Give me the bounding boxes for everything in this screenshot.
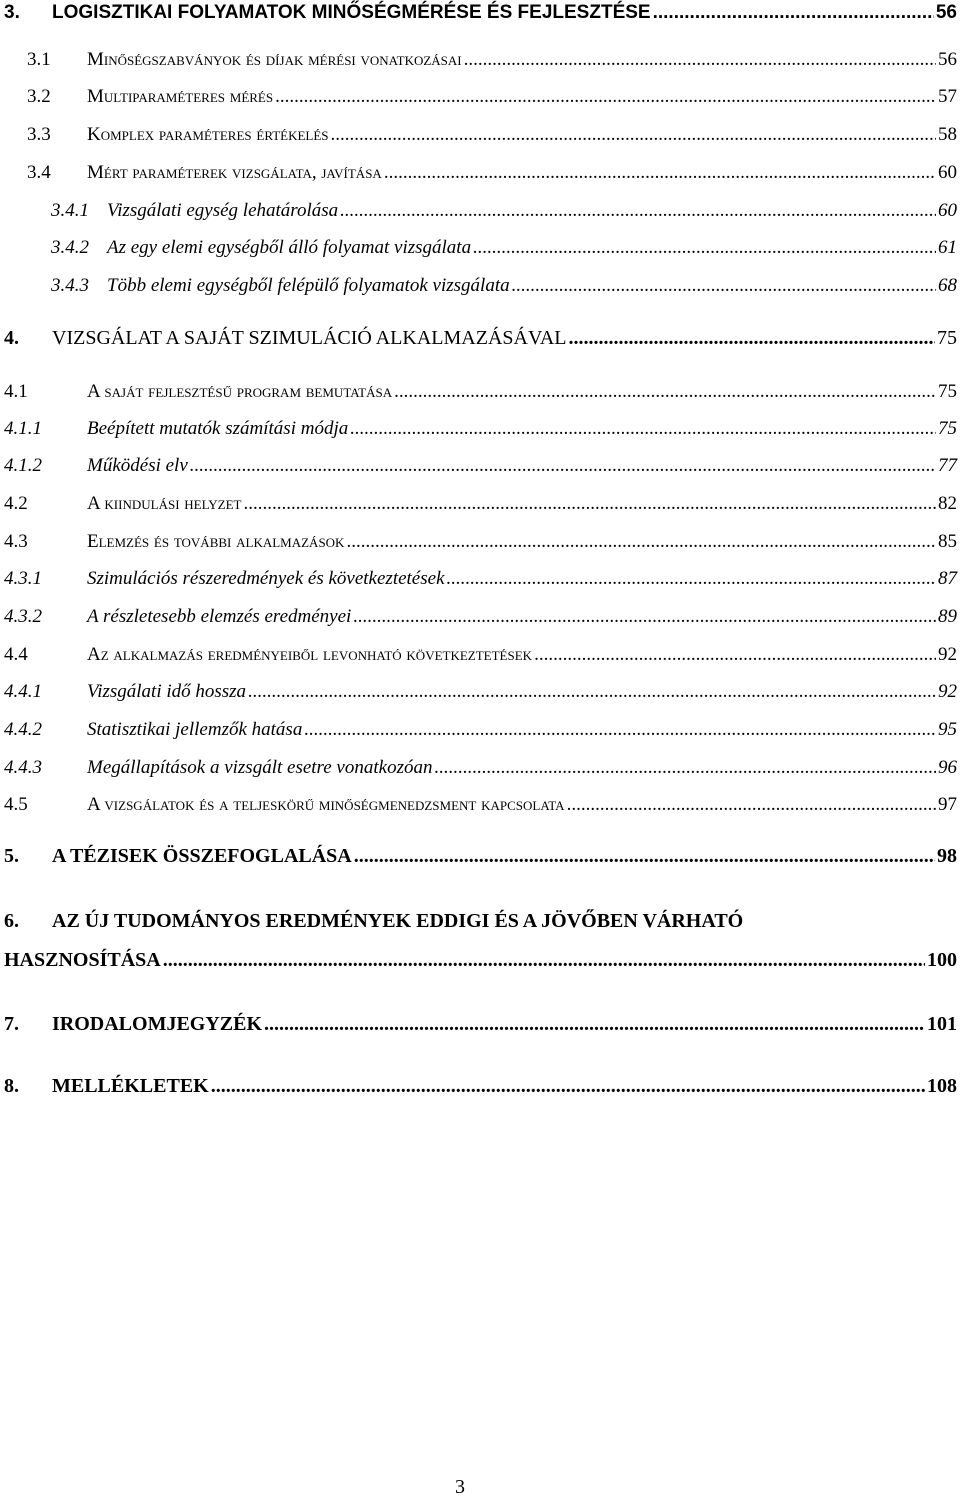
toc-title: Szimulációs részeredmények és következtetések — [87, 568, 445, 589]
toc-title: Megállapítások a vizsgált esetre vonatkozóan — [87, 757, 433, 778]
toc-page: 96 — [938, 757, 957, 778]
toc-title: Működési elv — [87, 455, 188, 476]
toc-number: 4.2 — [4, 493, 28, 514]
toc-number: 3. — [4, 2, 20, 23]
leader-dots — [304, 719, 936, 741]
leader-dots — [464, 49, 936, 71]
toc-title-continuation: HASZNOSÍTÁSA — [4, 949, 161, 971]
toc-title: VIZSGÁLAT A SAJÁT SZIMULÁCIÓ ALKALMAZÁSÁVAL — [52, 327, 567, 349]
toc-title: A vizsgálatok és a teljeskörű minőségmenedzsment kapcsolata — [87, 794, 565, 815]
toc-number: 4.1.1 — [4, 418, 42, 439]
leader-dots — [248, 681, 936, 703]
toc-number: 4.4.3 — [4, 757, 42, 778]
toc-page: 89 — [938, 606, 957, 627]
leader-dots — [354, 845, 935, 868]
leader-dots — [340, 200, 936, 222]
leader-dots — [190, 455, 936, 477]
toc-number: 4.3.2 — [4, 606, 42, 627]
toc-entry — [0, 124, 960, 154]
toc-entry — [0, 493, 960, 523]
toc-page: 101 — [927, 1013, 957, 1035]
toc-entry — [0, 418, 960, 448]
leader-dots — [275, 86, 936, 108]
leader-dots — [264, 1013, 925, 1036]
toc-entry — [0, 237, 960, 267]
toc-page: 56 — [935, 2, 957, 23]
toc-number: 4.1.2 — [4, 455, 42, 476]
toc-page: 100 — [927, 949, 957, 971]
leader-dots — [331, 124, 936, 146]
toc-title: A TÉZISEK ÖSSZEFOGLALÁSA — [52, 845, 352, 867]
toc-page: 82 — [938, 493, 957, 514]
toc-entry — [0, 644, 960, 674]
toc-title: AZ ÚJ TUDOMÁNYOS EREDMÉNYEK EDDIGI ÉS A JÖVŐBEN VÁRHATÓ — [52, 910, 744, 932]
toc-number: 4.3.1 — [4, 568, 42, 589]
toc-entry — [0, 1013, 960, 1043]
toc-page: 87 — [938, 568, 957, 589]
toc-title: Statisztikai jellemzők hatása — [87, 719, 303, 740]
toc-entry — [0, 2, 960, 32]
toc-entry — [0, 757, 960, 787]
toc-title: LOGISZTIKAI FOLYAMATOK MINŐSÉGMÉRÉSE ÉS FEJLESZTÉSE — [52, 2, 651, 23]
toc-entry — [0, 327, 960, 357]
toc-page: 75 — [938, 381, 957, 402]
toc-page: 85 — [938, 531, 957, 552]
leader-dots — [534, 644, 936, 666]
toc-entry — [0, 910, 960, 940]
toc-page: 57 — [938, 86, 957, 107]
toc-entry — [0, 200, 960, 230]
toc-page: 75 — [937, 327, 957, 349]
leader-dots — [394, 381, 936, 403]
toc-entry — [0, 162, 960, 192]
toc-title: Mért paraméterek vizsgálata, javítása — [87, 162, 382, 183]
toc-title: IRODALOMJEGYZÉK — [52, 1013, 263, 1035]
toc-entry — [0, 275, 960, 305]
toc-title: Beépített mutatók számítási módja — [87, 418, 349, 439]
toc-page: 98 — [937, 845, 957, 867]
toc-entry — [0, 1075, 960, 1105]
toc-entry — [0, 845, 960, 875]
toc-number: 4.4 — [4, 644, 28, 665]
leader-dots — [473, 237, 936, 259]
leader-dots — [434, 757, 936, 779]
toc-number: 3.4.2 — [51, 237, 89, 258]
toc-page: 77 — [938, 455, 957, 476]
toc-number: 3.4.3 — [51, 275, 89, 296]
leader-dots — [346, 531, 936, 553]
toc-number: 3.3 — [27, 124, 51, 145]
toc-number: 3.2 — [27, 86, 51, 107]
toc-page: 60 — [938, 162, 957, 183]
toc-title: MELLÉKLETEK — [52, 1075, 209, 1097]
toc-number: 4.5 — [4, 794, 28, 815]
toc-entry — [0, 719, 960, 749]
toc-number: 4.4.2 — [4, 719, 42, 740]
toc-page: 58 — [938, 124, 957, 145]
toc-number: 8. — [4, 1075, 19, 1097]
toc-title: A saját fejlesztésű program bemutatása — [87, 381, 393, 402]
toc-page: 61 — [938, 237, 957, 258]
toc-number: 3.4.1 — [51, 200, 89, 221]
leader-dots — [243, 493, 936, 515]
toc-number: 4.4.1 — [4, 681, 42, 702]
toc-page: 60 — [938, 200, 957, 221]
toc-title: Az egy elemi egységből álló folyamat vizsgálata — [107, 237, 472, 258]
toc-entry — [0, 568, 960, 598]
toc-entry — [0, 455, 960, 485]
leader-dots — [211, 1075, 925, 1098]
toc-number: 4.1 — [4, 381, 28, 402]
toc-title: A részletesebb elemzés eredményei — [87, 606, 352, 627]
toc-page: 108 — [927, 1075, 957, 1097]
toc-entry — [0, 381, 960, 411]
toc-page: 56 — [938, 49, 957, 70]
toc-number: 4.3 — [4, 531, 28, 552]
toc-title: Elemzés és további alkalmazások — [87, 531, 345, 552]
toc-page: 97 — [938, 794, 957, 815]
toc-entry — [0, 531, 960, 561]
toc-page: 75 — [938, 418, 957, 439]
leader-dots — [163, 949, 925, 972]
toc-title: Komplex paraméteres értékelés — [87, 124, 329, 145]
leader-dots — [568, 327, 935, 350]
toc-entry — [0, 49, 960, 79]
toc-title: Az alkalmazás eredményeiből levonható következtetések — [87, 644, 533, 665]
toc-title: Multiparaméteres mérés — [87, 86, 274, 107]
leader-dots — [512, 275, 936, 297]
toc-title: Vizsgálati egység lehatárolása — [107, 200, 339, 221]
toc-entry — [0, 86, 960, 116]
toc-title: A kiindulási helyzet — [87, 493, 242, 514]
toc-title: Vizsgálati idő hossza — [87, 681, 247, 702]
toc-entry — [0, 794, 960, 824]
leader-dots — [653, 2, 934, 24]
toc-title: Minőségszabványok és díjak mérési vonatkozásai — [87, 49, 462, 70]
toc-number: 7. — [4, 1013, 19, 1035]
leader-dots — [353, 606, 936, 628]
toc-page: 92 — [938, 644, 957, 665]
leader-dots — [447, 568, 936, 590]
toc-page: 95 — [938, 719, 957, 740]
toc-entry — [0, 681, 960, 711]
page-number: 3 — [455, 1476, 465, 1498]
toc-number: 3.1 — [27, 49, 51, 70]
toc-entry — [0, 606, 960, 636]
toc-title: Több elemi egységből felépülő folyamatok vizsgálata — [107, 275, 510, 296]
toc-number: 5. — [4, 845, 19, 867]
toc-number: 4. — [4, 327, 19, 349]
leader-dots — [567, 794, 936, 816]
toc-number: 6. — [4, 910, 19, 932]
toc-page: 92 — [938, 681, 957, 702]
leader-dots — [350, 418, 936, 440]
toc-entry-continuation — [0, 949, 960, 979]
toc-number: 3.4 — [27, 162, 51, 183]
leader-dots — [384, 162, 936, 184]
toc-page: 68 — [938, 275, 957, 296]
